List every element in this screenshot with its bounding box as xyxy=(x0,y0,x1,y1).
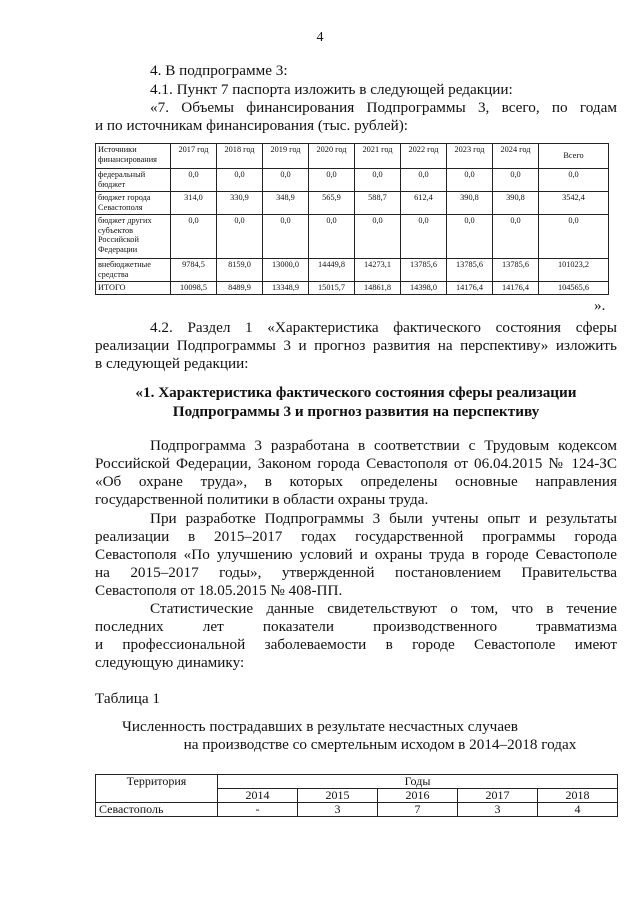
finance-header-year: 2024 год xyxy=(493,144,539,169)
finance-header-year: 2018 год xyxy=(217,144,263,169)
finance-cell: 612,4 xyxy=(401,192,447,215)
finance-cell: 14176,4 xyxy=(447,282,493,295)
para1-line-2: Российской Федерации, Законом города Севастополя от 06.04.2015 № 124-ЗС xyxy=(95,455,617,472)
para2-line-2: реализации в 2015–2017 годах государственной программы города xyxy=(95,528,617,545)
finance-cell: 13785,6 xyxy=(447,259,493,282)
finance-cell: 0,0 xyxy=(263,169,309,192)
finance-row-label: ИТОГО xyxy=(96,282,171,295)
para2-line-4: на 2015–2017 годы», утвержденной постановлением Правительства xyxy=(95,564,617,581)
finance-row-total xyxy=(96,282,609,295)
injury-year: 2016 xyxy=(378,789,458,803)
finance-header-year: 2022 год xyxy=(401,144,447,169)
injury-cell: 7 xyxy=(378,803,458,817)
finance-table xyxy=(95,143,609,295)
intro-line-1: 4. В подпрограмме 3: xyxy=(150,62,288,79)
finance-cell-total: 0,0 xyxy=(539,169,609,192)
finance-header-year: 2019 год xyxy=(263,144,309,169)
finance-cell: 0,0 xyxy=(309,215,355,259)
finance-cell: 588,7 xyxy=(355,192,401,215)
finance-row-extrabudget xyxy=(96,259,609,282)
finance-cell: 314,0 xyxy=(171,192,217,215)
finance-cell: 14398,0 xyxy=(401,282,447,295)
finance-cell: 13785,6 xyxy=(493,259,539,282)
injury-year: 2017 xyxy=(458,789,538,803)
injury-header-row xyxy=(96,775,618,789)
finance-cell: 0,0 xyxy=(493,169,539,192)
injury-year: 2015 xyxy=(298,789,378,803)
table1-caption-line-1: Численность пострадавших в результате несчастных случаев xyxy=(122,718,518,735)
para2-line-5: Севастополя от 18.05.2015 № 408-ПП. xyxy=(95,582,343,599)
section-heading-line-1: «1. Характеристика фактического состояния сферы реализации xyxy=(135,384,577,401)
table1-label: Таблица 1 xyxy=(95,690,160,707)
finance-cell: 8489,9 xyxy=(217,282,263,295)
finance-cell: 0,0 xyxy=(493,215,539,259)
finance-row-label: бюджет города Севастополя xyxy=(96,192,171,215)
para1-line-4: государственной политики в области охраны труда. xyxy=(95,491,429,508)
injury-cell: 3 xyxy=(458,803,538,817)
para3-line-4: следующую динамику: xyxy=(95,654,245,671)
finance-row-federal xyxy=(96,169,609,192)
injury-cell: 3 xyxy=(298,803,378,817)
section-4-2-line-3: в следующей редакции: xyxy=(95,355,249,372)
finance-header-source: Источники финансирования xyxy=(96,144,171,169)
finance-cell: 0,0 xyxy=(355,169,401,192)
finance-cell-total: 104565,6 xyxy=(539,282,609,295)
finance-cell: 0,0 xyxy=(447,215,493,259)
finance-cell: 15015,7 xyxy=(309,282,355,295)
injury-header-territory: Территория xyxy=(96,775,218,803)
para3-line-1: Статистические данные свидетельствуют о том, что в течение xyxy=(150,600,617,617)
finance-header-year: 2017 год xyxy=(171,144,217,169)
finance-cell: 0,0 xyxy=(309,169,355,192)
finance-cell: 13348,9 xyxy=(263,282,309,295)
finance-cell: 8159,0 xyxy=(217,259,263,282)
finance-cell: 0,0 xyxy=(447,169,493,192)
finance-cell: 390,8 xyxy=(447,192,493,215)
para1-line-1: Подпрограмма 3 разработана в соответствии с Трудовым кодексом xyxy=(150,437,617,454)
finance-header-total: Всего xyxy=(539,144,609,169)
finance-cell-total: 3542,4 xyxy=(539,192,609,215)
finance-cell: 565,9 xyxy=(309,192,355,215)
finance-cell: 0,0 xyxy=(401,169,447,192)
finance-cell: 13785,6 xyxy=(401,259,447,282)
finance-cell: 14176,4 xyxy=(493,282,539,295)
injury-year: 2014 xyxy=(218,789,298,803)
quote-close: ». xyxy=(594,297,606,314)
finance-row-label: внебюджетные средства xyxy=(96,259,171,282)
section-4-2-line-1: 4.2. Раздел 1 «Характеристика фактического состояния сферы xyxy=(150,319,617,336)
finance-cell: 0,0 xyxy=(217,215,263,259)
finance-cell: 0,0 xyxy=(355,215,401,259)
injury-cell: 4 xyxy=(538,803,618,817)
finance-header-year: 2023 год xyxy=(447,144,493,169)
finance-cell: 10098,5 xyxy=(171,282,217,295)
finance-header-year: 2020 год xyxy=(309,144,355,169)
finance-cell: 14273,1 xyxy=(355,259,401,282)
injury-row-label: Севастополь xyxy=(96,803,218,817)
finance-cell: 390,8 xyxy=(493,192,539,215)
finance-header-year: 2021 год xyxy=(355,144,401,169)
para3-line-3: и профессиональной заболеваемости в городе Севастополе имеют xyxy=(95,636,617,653)
finance-cell-total: 101023,2 xyxy=(539,259,609,282)
injury-header-years: Годы xyxy=(218,775,618,789)
finance-cell: 14861,8 xyxy=(355,282,401,295)
para2-line-1: При разработке Подпрограммы 3 были учтены опыт и результаты xyxy=(150,510,617,527)
para2-line-3: Севастополя «По улучшению условий и охраны труда в городе Севастополе xyxy=(95,546,617,563)
para3-line-2: последних лет показатели производственного травматизма xyxy=(95,618,617,635)
intro-line-3: «7. Объемы финансирования Подпрограммы 3, всего, по годам xyxy=(150,99,617,116)
finance-header-row xyxy=(96,144,609,169)
finance-cell: 330,9 xyxy=(217,192,263,215)
table1-caption-line-2: на производстве со смертельным исходом в 2014–2018 годах xyxy=(183,736,577,753)
injury-year: 2018 xyxy=(538,789,618,803)
finance-row-label: бюджет других субъектов Российской Федерации xyxy=(96,215,171,259)
finance-cell: 13000,0 xyxy=(263,259,309,282)
finance-cell: 9784,5 xyxy=(171,259,217,282)
injury-cell: - xyxy=(218,803,298,817)
injury-table xyxy=(95,774,618,817)
finance-cell: 14449,8 xyxy=(309,259,355,282)
page-number: 4 xyxy=(316,30,324,45)
finance-cell: 348,9 xyxy=(263,192,309,215)
injury-data-row xyxy=(96,803,618,817)
para1-line-3: «Об охране труда», в которых определены основные направления xyxy=(95,473,617,490)
finance-cell-total: 0,0 xyxy=(539,215,609,259)
section-heading-line-2: Подпрограммы 3 и прогноз развития на перспективу xyxy=(172,403,540,420)
section-4-2-line-2: реализации Подпрограммы 3 и прогноз развития на перспективу» изложить xyxy=(95,337,617,354)
finance-row-city xyxy=(96,192,609,215)
finance-cell: 0,0 xyxy=(171,215,217,259)
finance-cell: 0,0 xyxy=(217,169,263,192)
finance-cell: 0,0 xyxy=(401,215,447,259)
intro-line-4: и по источникам финансирования (тыс. рублей): xyxy=(95,117,409,134)
intro-line-2: 4.1. Пункт 7 паспорта изложить в следующей редакции: xyxy=(150,81,513,98)
finance-row-label: федеральный бюджет xyxy=(96,169,171,192)
finance-cell: 0,0 xyxy=(263,215,309,259)
finance-row-other-subjects xyxy=(96,215,609,259)
finance-cell: 0,0 xyxy=(171,169,217,192)
